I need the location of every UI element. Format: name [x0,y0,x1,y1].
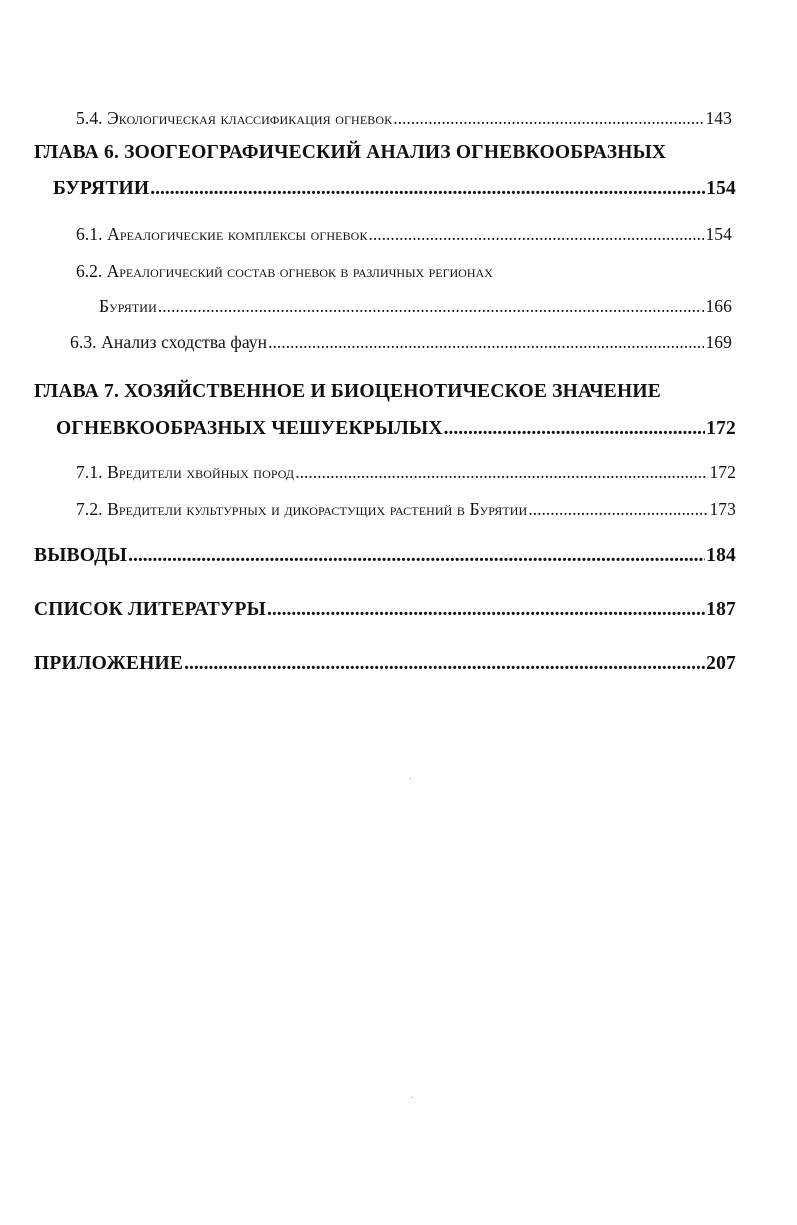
toc-entry-6-2 [99,296,732,320]
toc-entry-7-2 [76,499,736,523]
dot-leader [369,224,705,245]
scan-speck [410,778,411,779]
toc-entry-7-1 [76,462,736,486]
toc-entry-page: 154 [706,178,736,199]
toc-entry-title: 7.2. Вредители культурных и дикорастущих растений в Бурятии [76,499,528,519]
toc-entry-title: Бурятии [99,296,157,316]
toc-entry-title: 6.1. Ареалогические комплексы огневок [76,224,368,244]
toc-entry-6-1 [76,224,732,248]
chapter-6-title-line1: ГЛАВА 6. ЗООГЕОГРАФИЧЕСКИЙ АНАЛИЗ ОГНЕВКООБРАЗНЫХ [34,142,667,163]
toc-entry-title: ОГНЕВКООБРАЗНЫХ ЧЕШУЕКРЫЛЫХ [56,418,443,439]
toc-entry-title: ПРИЛОЖЕНИЕ [34,653,184,674]
toc-entry-conclusions [34,545,736,571]
toc-entry-5-4 [76,108,732,132]
toc-entry-title: БУРЯТИИ [53,178,150,199]
toc-entry-chapter-7 [56,418,736,444]
toc-entry-page: 143 [705,108,732,128]
toc-entry-page: 172 [709,462,736,482]
toc-entry-title: 7.1. Вредители хвойных пород [76,462,295,482]
toc-entry-references [34,599,736,625]
toc-entry-chapter-6 [53,178,736,204]
dot-leader [128,545,705,567]
toc-entry-page: 154 [705,224,732,244]
dot-leader [393,108,704,129]
toc-entry-page: 187 [706,599,736,620]
dot-leader [528,499,708,520]
dot-leader [444,418,706,440]
toc-entry-page: 169 [705,332,732,352]
dot-leader [150,178,705,200]
dot-leader [268,332,704,353]
toc-entry-6-2-line1: 6.2. Ареалогический состав огневок в различных регионах [76,261,493,281]
dot-leader [267,599,705,621]
toc-entry-page: 172 [706,418,736,439]
toc-entry-title: СПИСОК ЛИТЕРАТУРЫ [34,599,266,620]
dot-leader [295,462,708,483]
dot-leader [184,653,705,675]
toc-entry-page: 173 [709,499,736,519]
toc-entry-title: ВЫВОДЫ [34,545,128,566]
toc-entry-title: 6.3. Анализ сходства фаун [70,332,268,352]
scan-speck [411,1097,412,1098]
dot-leader [158,296,700,317]
toc-entry-appendix [34,653,736,679]
toc-entry-6-3 [70,332,732,356]
toc-entry-page: 207 [706,653,736,674]
chapter-7-title-line1: ГЛАВА 7. ХОЗЯЙСТВЕННОЕ И БИОЦЕНОТИЧЕСКОЕ ЗНАЧЕНИЕ [34,381,661,402]
toc-entry-page: .166 [700,296,732,316]
toc-entry-page: 184 [706,545,736,566]
toc-entry-title: 5.4. Экологическая классификация огневок [76,108,393,128]
